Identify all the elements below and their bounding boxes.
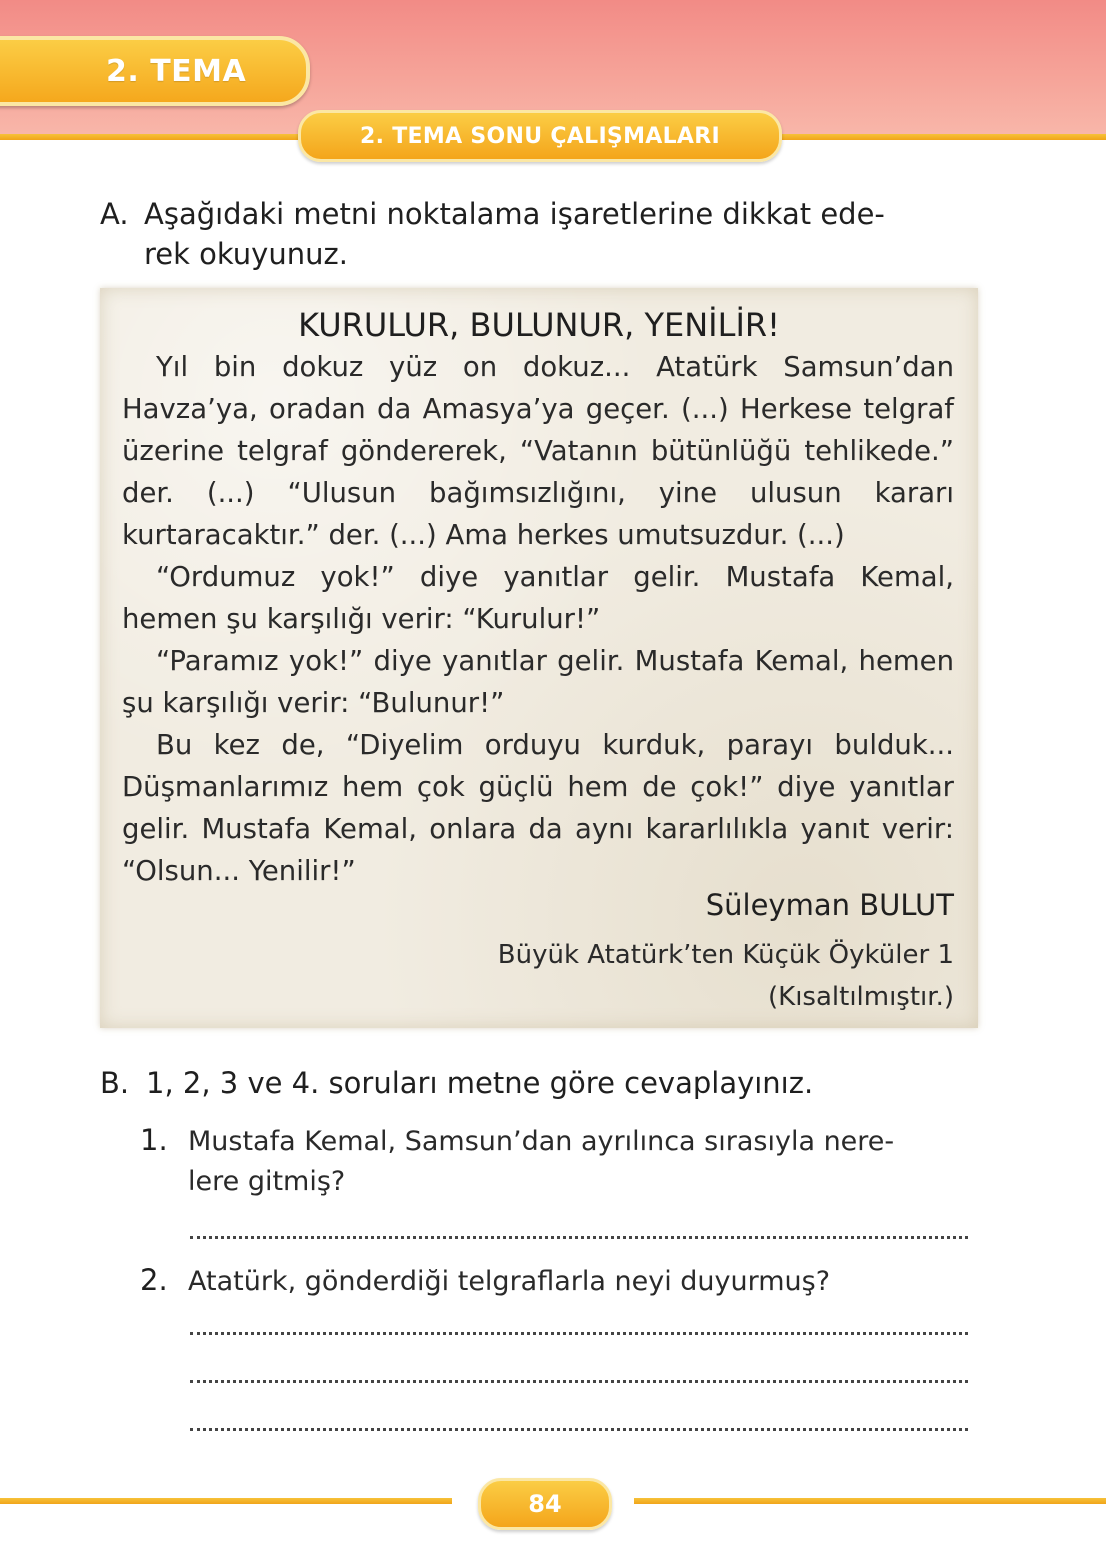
answer-line[interactable] xyxy=(190,1428,968,1431)
instruction-a xyxy=(100,194,1000,274)
source-note: (Kısaltılmıştır.) xyxy=(768,982,954,1012)
answer-line[interactable] xyxy=(190,1380,968,1383)
question-2 xyxy=(140,1260,980,1302)
page-number: 84 xyxy=(528,1490,562,1518)
footer-line-left xyxy=(0,1498,452,1504)
instruction-b-letter: B. xyxy=(100,1066,130,1100)
instruction-b xyxy=(100,1066,813,1100)
story-paragraph: Yıl bin dokuz yüz on dokuz... Atatürk Samsun’dan Havza’ya, oradan da Amasya’ya geçer. (...) Herkese telgraf üzerine telgraf göndererek, “Vatanın bütünlüğü tehlikede.” der. (...) “Ulusun bağımsızlığını, yine ulusun kararı kurtaracaktır.” der. (...) Ama herkes umutsuzdur. (...) xyxy=(122,351,954,551)
question-text: Mustafa Kemal, Samsun’dan ayrılınca sırasıyla nere- xyxy=(188,1126,895,1157)
question-number: 1. xyxy=(140,1123,168,1157)
story-author: Süleyman BULUT xyxy=(705,888,954,922)
instruction-a-line1: Aşağıdaki metni noktalama işaretlerine dikkat ede- xyxy=(144,197,885,231)
instruction-a-letter: A. xyxy=(100,197,129,231)
theme-badge xyxy=(0,36,310,106)
answer-line[interactable] xyxy=(190,1236,968,1239)
story-paragraph: “Ordumuz yok!” diye yanıtlar gelir. Mustafa Kemal, hemen şu karşılığı verir: “Kurulur!” xyxy=(122,561,954,635)
source-book: Büyük Atatürk’ten Küçük Öyküler 1 xyxy=(497,940,954,970)
story-text xyxy=(122,346,954,892)
footer-line-right xyxy=(634,1498,1106,1504)
story-paragraph: “Paramız yok!” diye yanıtlar gelir. Mustafa Kemal, hemen şu karşılığı verir: “Bulunur!” xyxy=(122,645,954,719)
question-number: 2. xyxy=(140,1263,168,1297)
question-text: Atatürk, gönderdiği telgraflarla neyi duyurmuş? xyxy=(188,1266,831,1297)
story-paragraph: Bu kez de, “Diyelim orduyu kurduk, parayı bulduk... Düşmanlarımız hem çok güçlü hem de çok!” diye yanıtlar gelir. Mustafa Kemal, onlara da aynı kararlılıkla yanıt verir: “Olsun... Yenilir!” xyxy=(122,729,954,887)
question-text-cont: lere gitmiş? xyxy=(188,1166,346,1197)
story-source xyxy=(498,934,954,1018)
question-1 xyxy=(140,1120,980,1202)
story-box xyxy=(100,288,978,1028)
answer-line[interactable] xyxy=(190,1332,968,1335)
theme-label: 2. TEMA xyxy=(106,53,247,89)
section-label: 2. TEMA SONU ÇALIŞMALARI xyxy=(360,123,720,149)
page-number-badge xyxy=(478,1478,612,1530)
instruction-b-text: 1, 2, 3 ve 4. soruları metne göre cevaplayınız. xyxy=(146,1066,814,1100)
story-title: KURULUR, BULUNUR, YENİLİR! xyxy=(298,306,780,344)
section-badge xyxy=(298,110,782,162)
instruction-a-line2: rek okuyunuz. xyxy=(144,237,348,271)
